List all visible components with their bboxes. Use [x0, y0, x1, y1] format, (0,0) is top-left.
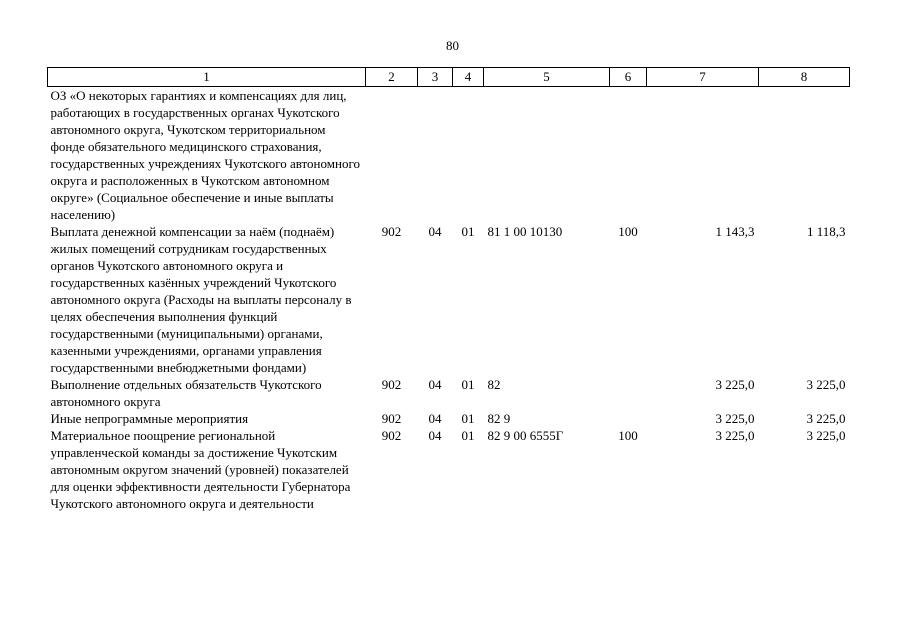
row-sum-2: 3 225,0: [806, 377, 846, 392]
row-target: [484, 87, 610, 224]
row-sum-2: [759, 87, 850, 224]
row-ministry: 902: [381, 411, 402, 426]
row-target: 82 9: [487, 411, 511, 426]
header-col-2: 2: [366, 68, 418, 87]
row-section: [418, 87, 453, 224]
row-expense-type: 100: [618, 224, 638, 239]
row-target: 81 1 00 10130: [487, 224, 563, 239]
row-name: Выплата денежной компенсации за наём (поднаём) жилых помещений сотрудникам государственных органов Чукотского автономного округа и государственных казённых учреждений Чукотского автономного округа (Расходы на выплаты персоналу в целях обеспечения выполнения функций государственными (муниципальными) органами, казенными учреждениями, органами управления государственными внебюджетными фондами): [50, 224, 352, 375]
budget-table: [47, 67, 850, 512]
row-expense-type: [610, 376, 647, 410]
row-subsection: 01: [461, 428, 475, 443]
header-col-8: 8: [759, 68, 850, 87]
header-col-5: 5: [484, 68, 610, 87]
table-body: [48, 87, 850, 513]
row-section: 04: [428, 411, 442, 426]
row-ministry: 902: [381, 377, 402, 392]
row-ministry: [366, 87, 418, 224]
header-col-7: 7: [647, 68, 759, 87]
table-row: [48, 223, 850, 376]
row-sum-2: 3 225,0: [806, 428, 846, 443]
row-sum-1: 3 225,0: [715, 428, 755, 443]
row-expense-type: 100: [618, 428, 638, 443]
row-name: Иные непрограммные мероприятия: [50, 411, 249, 426]
table-row: [48, 427, 850, 512]
row-sum-1: 3 225,0: [715, 377, 755, 392]
header-col-6: 6: [610, 68, 647, 87]
row-sum-1: 3 225,0: [715, 411, 755, 426]
row-sum-2: 3 225,0: [806, 411, 846, 426]
row-name: Выполнение отдельных обязательств Чукотского автономного округа: [50, 377, 322, 409]
table-row: [48, 87, 850, 224]
row-name: Материальное поощрение региональной управленческой команды за достижение Чукотским автономным округом значений (уровней) показателей для оценки эффективности деятельности Губернатора Чукотского автономного округа и деятельности: [50, 428, 351, 511]
row-target: 82: [487, 377, 501, 392]
row-ministry: 902: [381, 224, 402, 239]
row-sum-1: [647, 87, 759, 224]
row-subsection: 01: [461, 224, 475, 239]
row-name: ОЗ «О некоторых гарантиях и компенсациях для лиц, работающих в государственных органах Чукотского автономного округа, Чукотском территориальном фонде обязательного медицинского страхования, государственных учреждениях Чукотского автономного округа и расположенных в Чукотском автономном округе» (Социальное обеспечение и иные выплаты населению): [50, 88, 360, 222]
header-col-1: 1: [48, 68, 366, 87]
header-col-4: 4: [453, 68, 484, 87]
table-row: [48, 410, 850, 427]
table-row: [48, 376, 850, 410]
row-sum-2: 1 118,3: [806, 224, 846, 239]
row-expense-type: [610, 87, 647, 224]
row-subsection: 01: [461, 411, 475, 426]
header-col-3: 3: [418, 68, 453, 87]
row-subsection: [453, 87, 484, 224]
row-section: 04: [428, 428, 442, 443]
row-subsection: 01: [461, 377, 475, 392]
table-header: [48, 68, 850, 87]
row-ministry: 902: [381, 428, 402, 443]
row-section: 04: [428, 377, 442, 392]
row-target: 82 9 00 6555Г: [487, 428, 564, 443]
row-sum-1: 1 143,3: [715, 224, 755, 239]
page-number: 80: [446, 38, 459, 53]
header-row: [48, 68, 850, 87]
row-section: 04: [428, 224, 442, 239]
row-expense-type: [610, 410, 647, 427]
